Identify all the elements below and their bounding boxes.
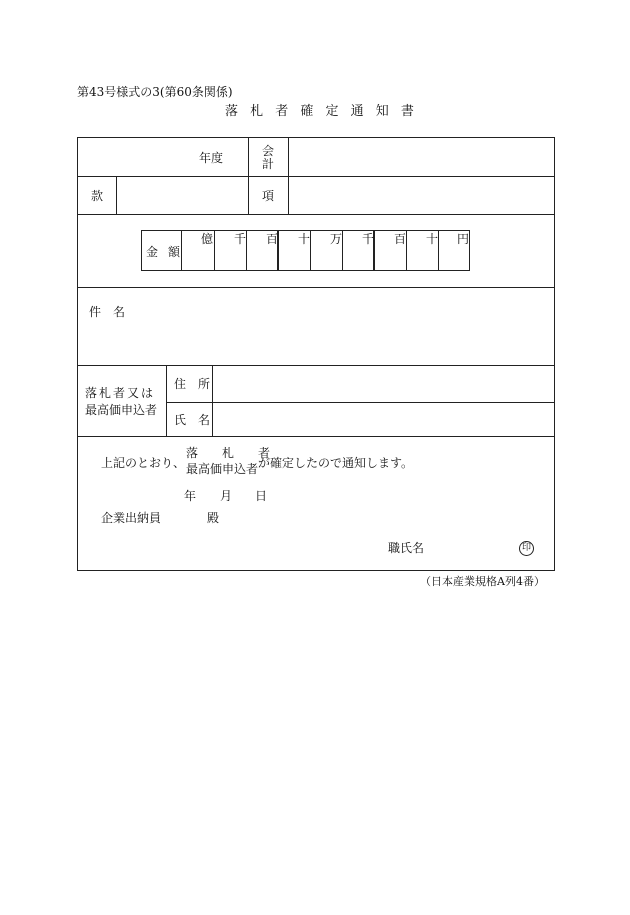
amount-divider	[246, 230, 247, 271]
col-divider	[212, 365, 213, 436]
amount-divider	[438, 230, 439, 271]
official-title: 職氏名	[388, 541, 425, 555]
subject-field[interactable]	[79, 322, 553, 364]
honorific: 殿	[207, 511, 220, 525]
date-year: 年	[184, 489, 197, 503]
accounting-field[interactable]	[290, 139, 553, 175]
row-divider	[77, 287, 555, 288]
seal-icon: 印	[519, 541, 534, 556]
col-divider	[288, 137, 289, 214]
amount-unit-juu: 十	[298, 232, 311, 246]
name-label: 氏 名	[174, 413, 211, 427]
amount-unit-en: 円	[457, 232, 470, 246]
kou-field[interactable]	[290, 178, 553, 213]
row-divider	[77, 176, 555, 177]
row-divider	[77, 436, 555, 437]
addressee: 企業出納員	[101, 511, 162, 525]
amount-divider	[214, 230, 215, 271]
col-divider	[116, 176, 117, 214]
fiscal-year-label: 年度	[199, 151, 224, 165]
amount-label-1: 金	[146, 245, 159, 259]
amount-divider	[310, 230, 311, 271]
subject-label: 件 名	[89, 305, 126, 319]
amount-label-2: 額	[168, 245, 181, 259]
date-month: 月	[220, 489, 233, 503]
address-field[interactable]	[214, 367, 553, 401]
notice-suffix: が確定したので通知します。	[258, 456, 414, 470]
amount-divider	[181, 230, 182, 271]
address-label: 住 所	[174, 377, 211, 391]
kou-label: 項	[262, 189, 275, 203]
amount-unit-juu-2: 十	[426, 232, 439, 246]
form-number: 第43号様式の3(第60条関係)	[77, 85, 233, 99]
row-divider	[77, 214, 555, 215]
accounting-label-top: 会	[262, 144, 275, 158]
amount-unit-hyaku: 百	[266, 232, 279, 246]
amount-divider	[342, 230, 343, 271]
amount-unit-hyaku-2: 百	[394, 232, 407, 246]
accounting-label-bottom: 計	[262, 157, 275, 171]
kan-label: 款	[91, 189, 104, 203]
date-day: 日	[255, 489, 268, 503]
bidder-label-line2: 最高価申込者	[85, 403, 158, 417]
notice-prefix: 上記のとおり、	[101, 456, 186, 470]
bidder-label-line1: 落札者又は	[85, 386, 156, 400]
col-divider	[248, 137, 249, 214]
notice-option-winning-bidder: 落 札 者	[186, 446, 271, 460]
amount-divider	[406, 230, 407, 271]
amount-unit-man: 万	[330, 232, 343, 246]
amount-unit-sen: 千	[234, 232, 247, 246]
col-divider	[166, 365, 167, 436]
notice-option-highest-bidder: 最高価申込者	[186, 462, 259, 476]
row-divider	[166, 402, 555, 403]
document-title: 落 札 者 確 定 通 知 書	[225, 104, 418, 119]
kan-field[interactable]	[118, 178, 247, 213]
amount-unit-sen-2: 千	[362, 232, 375, 246]
amount-unit-oku: 億	[201, 232, 214, 246]
standard-note: （日本産業規格A列4番）	[420, 575, 545, 588]
name-field[interactable]	[214, 404, 553, 435]
row-divider	[77, 365, 555, 366]
